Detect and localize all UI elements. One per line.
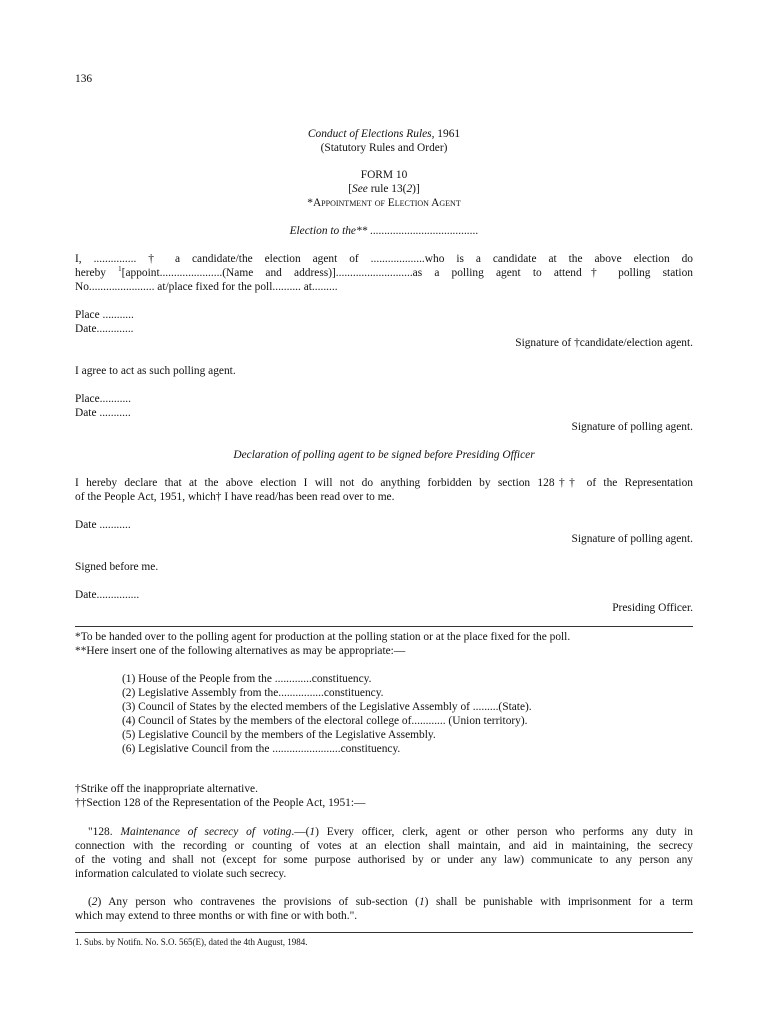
section-note: ††Section 128 of the Representation of the People Act, 1951:—	[75, 797, 366, 809]
place-field-2: Place...........	[75, 393, 131, 405]
divider-rule	[75, 626, 693, 627]
alternative-6: (6) Legislative Council from the ........................constituency.	[122, 743, 401, 755]
alternative-2: (2) Legislative Assembly from the................constituency.	[122, 687, 384, 699]
date-field-3: Date ...........	[75, 519, 131, 531]
rule-close: )]	[412, 183, 420, 195]
signed-before: Signed before me.	[75, 561, 159, 573]
rule-open: [	[348, 183, 353, 195]
signature-polling-agent-2: Signature of polling agent.	[571, 533, 693, 545]
section128-para2-line-2: which may extend to three months or with fine or with both.".	[75, 910, 358, 922]
form-number: FORM 10	[360, 169, 408, 181]
title-year: 1961	[434, 128, 461, 140]
s128-p2-mid: ) Any person who contravenes the provisions of sub-section (	[97, 896, 419, 908]
footnote: 1. Subs. by Notifn. No. S.O. 565(E), dated the 4th August, 1984.	[75, 937, 308, 947]
section128-line-2: connection with the recording or counting of votes at an election shall maintain, and aid in maintaining, the secrecy	[75, 840, 693, 852]
date-field-2: Date ...........	[75, 407, 131, 419]
s128-num: 1	[309, 826, 316, 838]
alternative-4: (4) Council of States by the members of the electoral college of............ (Union territory).	[122, 715, 528, 727]
body-line-3: No....................... at/place fixed for the poll.......... at.........	[75, 281, 338, 293]
section128-line-3: of the voting and shall not (except for some purpose authorised by or under any law) communicate to any person any	[75, 854, 693, 866]
body-line-2b: [appoint......................(Name and address)]...........................as a polling agent to attend† polling station	[121, 267, 693, 279]
strike-note: †Strike off the inappropriate alternative.	[75, 783, 258, 795]
signature-polling-agent-1: Signature of polling agent.	[571, 421, 693, 433]
election-to-line: Election to the** ......................................	[289, 225, 479, 237]
alternative-1: (1) House of the People from the .............constituency.	[122, 673, 372, 685]
document-title	[0, 127, 768, 141]
alternative-3: (3) Council of States by the elected members of the Legislative Assembly of .........(State).	[122, 701, 532, 713]
body-line-2a: hereby	[75, 267, 119, 279]
s128-dash: .—(	[291, 826, 310, 838]
signature-candidate: Signature of †candidate/election agent.	[515, 337, 693, 349]
body-line-1: I, ............... † a candidate/the election agent of ...................who is a candidate at the above election do	[75, 253, 693, 265]
s128-title: Maintenance of secrecy of voting	[120, 826, 292, 838]
s128-p2-open: (	[88, 896, 92, 908]
s128-open: "128.	[88, 826, 121, 838]
note-1: *To be handed over to the polling agent for production at the polling station or at the place fixed for the poll.	[75, 631, 571, 643]
declaration-line-1: I hereby declare that at the above election I will not do anything forbidden by section 128†† of the Representation	[75, 477, 693, 489]
body-line-2	[75, 266, 693, 280]
date-field-4: Date...............	[75, 589, 140, 601]
footnote-marker-1: 1	[118, 265, 122, 274]
title-italic: Conduct of Elections Rules,	[307, 128, 435, 140]
s128-p2-num2: 1	[418, 896, 425, 908]
section128-line-1	[88, 825, 693, 839]
s128-rest: ) Every officer, clerk, agent or other person who performs any duty in	[315, 826, 694, 838]
place-field-1: Place ...........	[75, 309, 134, 321]
section128-line-4: information calculated to violate such secrecy.	[75, 868, 287, 880]
footnote-rule	[75, 932, 693, 933]
s128-p2-num: 2	[91, 896, 98, 908]
document-subtitle: (Statutory Rules and Order)	[320, 142, 448, 154]
s128-p2-rest: ) shall be punishable with imprisonment for a term	[424, 896, 693, 908]
declaration-line-2: of the People Act, 1951, which† I have read/has been read over to me.	[75, 491, 395, 503]
declaration-heading: Declaration of polling agent to be signed before Presiding Officer	[233, 449, 535, 461]
note-2: **Here insert one of the following alternatives as may be appropriate:—	[75, 645, 406, 657]
page-number: 136	[75, 73, 93, 85]
rule-reference	[0, 182, 768, 196]
section128-para2-line-1	[88, 895, 693, 909]
alternative-5: (5) Legislative Council by the members of the Legislative Assembly.	[122, 729, 436, 741]
presiding-officer: Presiding Officer.	[612, 602, 693, 614]
agree-statement: I agree to act as such polling agent.	[75, 365, 236, 377]
appointment-heading: *Appointment of Election Agent	[307, 197, 461, 209]
rule-see: See	[352, 183, 368, 195]
rule-num: 2	[406, 183, 413, 195]
date-field-1: Date.............	[75, 323, 134, 335]
rule-text: rule 13(	[367, 183, 407, 195]
